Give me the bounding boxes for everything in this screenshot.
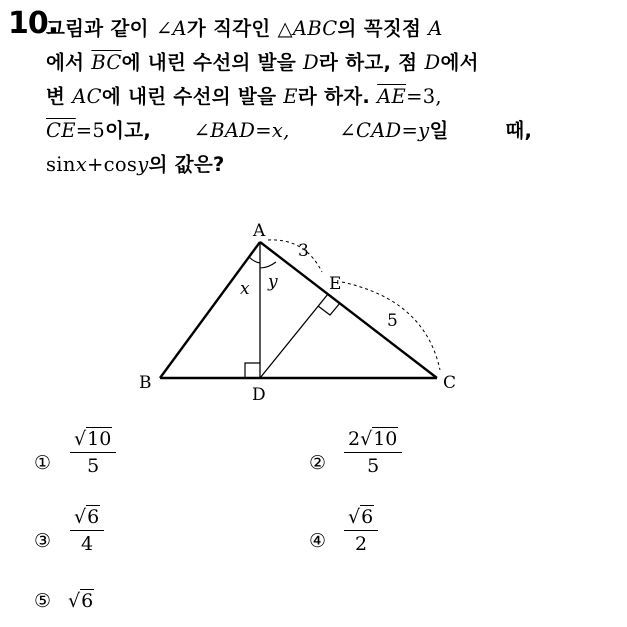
sqrt-symbol: √ [68, 590, 81, 612]
side-AC [260, 242, 437, 378]
choice-5-value[interactable]: √6 [68, 590, 94, 612]
segment-DE [260, 294, 328, 378]
label-C: C [443, 373, 457, 393]
choice-5-number[interactable]: ⑤ [34, 590, 52, 612]
choice-3-fraction[interactable]: $\frac{√6}{4}$ [70, 506, 104, 555]
dashed-arc-AE [268, 240, 322, 272]
stem-line-4: $\overline{CE}=5$이고, ∠BAD=x, ∠CAD=y일 때, [46, 119, 533, 142]
question-number: 10. [8, 6, 59, 41]
angle-arc-x [249, 257, 260, 263]
choice-2-fraction[interactable]: $\frac{2√10}{5}$ [344, 428, 402, 477]
choice-4-fraction[interactable]: $\frac{√6}{2}$ [344, 506, 378, 555]
label-x: x [240, 279, 250, 299]
choice-1-number[interactable]: ① [34, 452, 52, 474]
sqrt-symbol: √ [74, 428, 87, 450]
side-AB [160, 242, 260, 378]
label-E: E [329, 274, 342, 294]
stem-line-2: 에서 $\overline{BC}$에 내린 수선의 발을 D라 하고, 점 D에서 [46, 51, 479, 74]
sqrt-symbol: √ [74, 506, 87, 528]
label-A: A [253, 221, 266, 241]
choice-3-number[interactable]: ③ [34, 530, 52, 552]
sqrt-symbol: √ [360, 428, 373, 450]
sqrt-symbol: √ [348, 506, 361, 528]
choice-4-number[interactable]: ④ [309, 530, 327, 552]
length-CE: 5 [387, 311, 398, 331]
stem-line-3: 변 AC에 내린 수선의 발을 E라 하자. $\overline{AE}=3$, [46, 85, 442, 108]
label-D: D [252, 385, 266, 405]
choice-2-number[interactable]: ② [309, 452, 327, 474]
label-B: B [139, 373, 152, 393]
stem-line-1: 그림과 같이 ∠A가 직각인 △ABC의 꼭짓점 A [46, 17, 443, 40]
angle-arc-y [260, 262, 276, 268]
right-angle-mark-D [245, 363, 260, 378]
choice-1-fraction[interactable]: $\frac{√10}{5}$ [70, 428, 116, 477]
stem-line-5: sinx+cosy의 값은? [46, 153, 225, 176]
length-AE: 3 [298, 241, 309, 261]
label-y: y [268, 272, 278, 292]
right-angle-mark-E [318, 303, 340, 315]
